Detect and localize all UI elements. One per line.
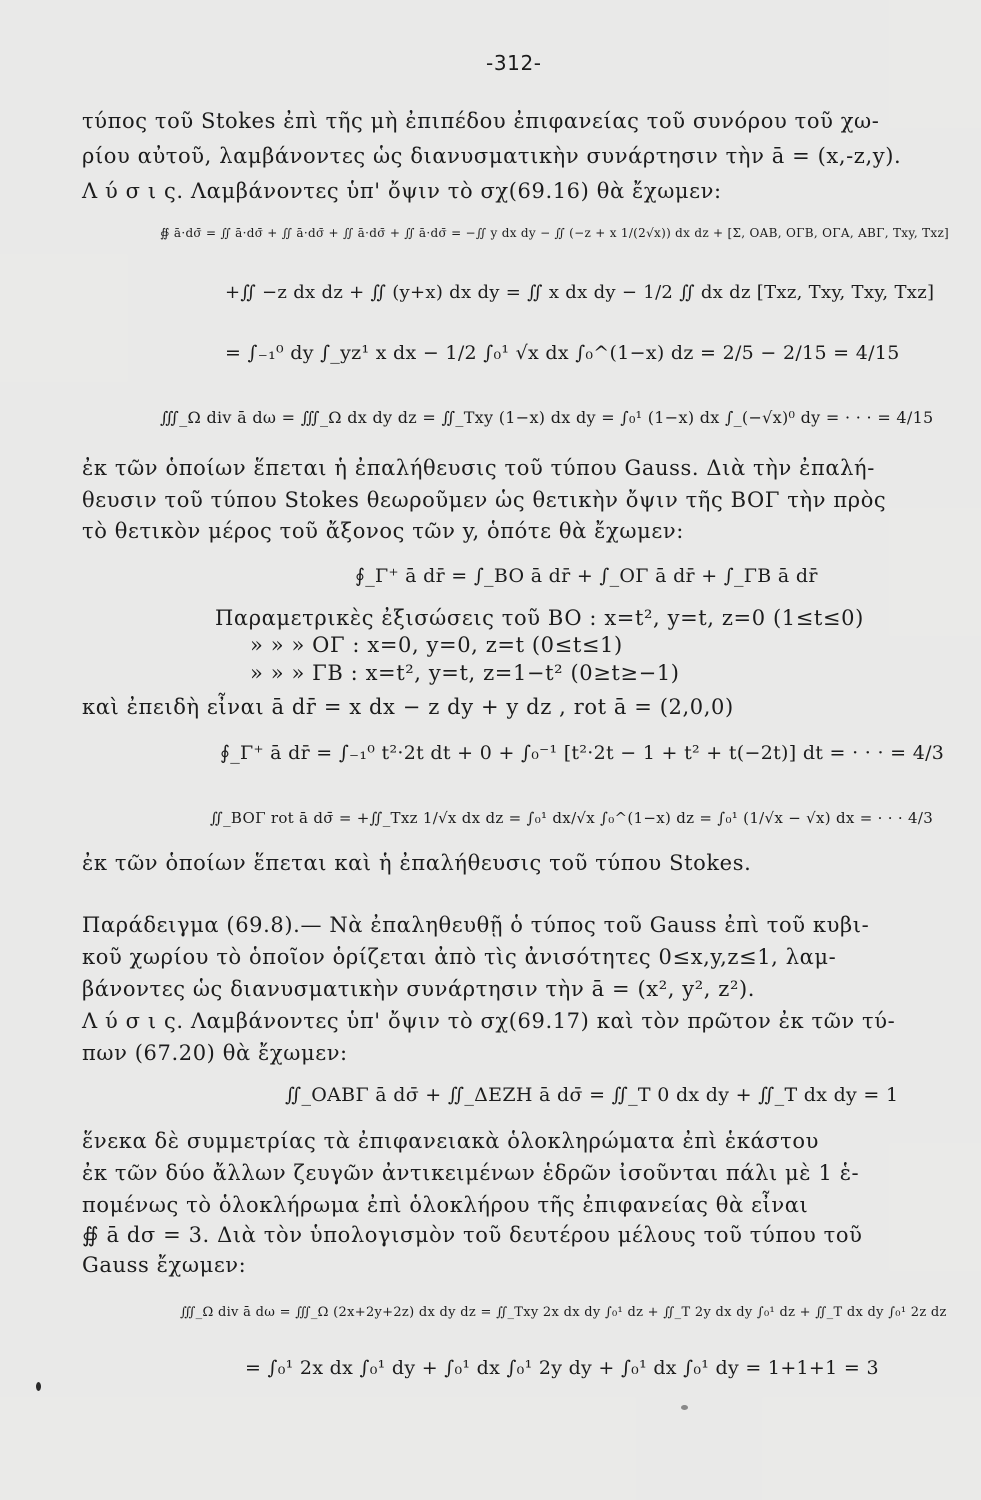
equation-line: ∬_BOΓ rot ā dσ̄ = +∬_Txz 1/√x dx dz = ∫₀¹ dx/√x ∫₀^(1−x) dz = ∫₀¹ (1/√x − √x) dx = · · · 4/3: [210, 809, 934, 827]
equation-line: ∬_OABΓ ā dσ̄ + ∬_ΔEZH ā dσ̄ = ∬_T 0 dx dy + ∬_T dx dy = 1: [285, 1084, 899, 1106]
text-line: » » » ΓB : x=t², y=t, z=1−t² (0≥t≥−1): [250, 661, 680, 685]
text-line: Λ ύ σ ι ς. Λαμβάνοντες ὑπ' ὄψιν τὸ σχ(69.16) θὰ ἔχωμεν:: [82, 179, 722, 203]
text-line: τύπος τοῦ Stokes ἐπὶ τῆς μὴ ἐπιπέδου ἐπιφανείας τοῦ συνόρου τοῦ χω-: [82, 109, 880, 133]
equation-line: ∭_Ω div ā dω = ∭_Ω (2x+2y+2z) dx dy dz = ∬_Txy 2x dx dy ∫₀¹ dz + ∬_T 2y dx dy ∫₀¹ dz + ∬_T dx dy ∫₀¹ 2z dz: [180, 1305, 947, 1320]
equation-line: = ∫₀¹ 2x dx ∫₀¹ dy + ∫₀¹ dx ∫₀¹ 2y dy + ∫₀¹ dx ∫₀¹ dy = 1+1+1 = 3: [245, 1357, 879, 1379]
equation-line: ∭_Ω div ā dω = ∭_Ω dx dy dz = ∬_Txy (1−x) dx dy = ∫₀¹ (1−x) dx ∫_(−√x)⁰ dy = · · · = 4/15: [160, 408, 934, 427]
equation-line: = ∫₋₁⁰ dy ∫_yz¹ x dx − 1/2 ∫₀¹ √x dx ∫₀^(1−x) dz = 2/5 − 2/15 = 4/15: [225, 342, 900, 364]
page-number: -312-: [486, 51, 542, 75]
text-line: ἐκ τῶν δύο ἄλλων ζευγῶν ἀντικειμένων ἑδρῶν ἰσοῦνται πάλι μὲ 1 ἑ-: [82, 1161, 860, 1185]
text-line: κοῦ χωρίου τὸ ὁποῖον ὁρίζεται ἀπὸ τὶς ἀνισότητες 0≤x,y,z≤1, λαμ-: [82, 945, 837, 969]
equation-line: ∯ ā·dσ̄ = ∬ ā·dσ̄ + ∬ ā·dσ̄ + ∬ ā·dσ̄ + ∬ ā·dσ̄ = −∬ y dx dy − ∬ (−z + x 1/(2√x)) dx dz + [Σ, OAB, OΓB, OΓA, ABΓ, Txy, Txz]: [160, 226, 950, 240]
example-heading-line: Παράδειγμα (69.8).— Νὰ ἐπαληθευθῇ ὁ τύπος τοῦ Gauss ἐπὶ τοῦ κυβι-: [82, 913, 870, 937]
text-line: πομένως τὸ ὁλοκλήρωμα ἐπὶ ὁλοκλήρου τῆς ἐπιφανείας θὰ εἶναι: [82, 1193, 809, 1217]
text-line: βάνοντες ὡς διανυσματικὴν συνάρτησιν τὴν ā = (x², y², z²).: [82, 977, 756, 1001]
text-line: ∯ ā dσ = 3. Διὰ τὸν ὑπολογισμὸν τοῦ δευτέρου μέλους τοῦ τύπου τοῦ: [82, 1223, 863, 1247]
text-line: Λ ύ σ ι ς. Λαμβάνοντες ὑπ' ὄψιν τὸ σχ(69.17) καὶ τὸν πρῶτον ἐκ τῶν τύ-: [82, 1009, 896, 1033]
text-line: Παραμετρικὲς ἐξισώσεις τοῦ BO : x=t², y=t, z=0 (1≤t≤0): [215, 606, 864, 630]
equation-line: +∬ −z dx dz + ∬ (y+x) dx dy = ∬ x dx dy − 1/2 ∬ dx dz [Txz, Txy, Txy, Txz]: [225, 282, 935, 303]
text-line: τὸ θετικὸν μέρος τοῦ ἄξονος τῶν y, ὁπότε θὰ ἔχωμεν:: [82, 519, 684, 543]
text-line: καὶ ἐπειδὴ εἶναι ā dr̄ = x dx − z dy + y dz , rot ā = (2,0,0): [82, 695, 734, 719]
text-line: Gauss ἔχωμεν:: [82, 1253, 247, 1277]
equation-line: ∮_Γ⁺ ā dr̄ = ∫_BO ā dr̄ + ∫_OΓ ā dr̄ + ∫_ΓB ā dr̄: [355, 565, 818, 587]
text-line: ἐκ τῶν ὁποίων ἕπεται ἡ ἐπαλήθευσις τοῦ τύπου Gauss. Διὰ τὴν ἐπαλή-: [82, 456, 875, 480]
equation-line: ∮_Γ⁺ ā dr̄ = ∫₋₁⁰ t²·2t dt + 0 + ∫₀⁻¹ [t²·2t − 1 + t² + t(−2t)] dt = · · · = 4/3: [220, 742, 945, 764]
text-line: θευσιν τοῦ τύπου Stokes θεωροῦμεν ὡς θετικὴν ὄψιν τῆς BOΓ τὴν πρὸς: [82, 488, 887, 512]
text-line: ἐκ τῶν ὁποίων ἕπεται καὶ ἡ ἐπαλήθευσις τοῦ τύπου Stokes.: [82, 851, 752, 875]
scan-speck: [36, 1382, 41, 1391]
text-line: ρίου αὐτοῦ, λαμβάνοντες ὡς διανυσματικὴν συνάρτησιν τὴν ā = (x,-z,y).: [82, 144, 902, 168]
text-line: πων (67.20) θὰ ἔχωμεν:: [82, 1041, 348, 1065]
scan-speck: [681, 1405, 688, 1410]
text-line: » » » OΓ : x=0, y=0, z=t (0≤t≤1): [250, 633, 623, 657]
text-line: ἕνεκα δὲ συμμετρίας τὰ ἐπιφανειακὰ ὁλοκληρώματα ἐπὶ ἑκάστου: [82, 1129, 819, 1153]
